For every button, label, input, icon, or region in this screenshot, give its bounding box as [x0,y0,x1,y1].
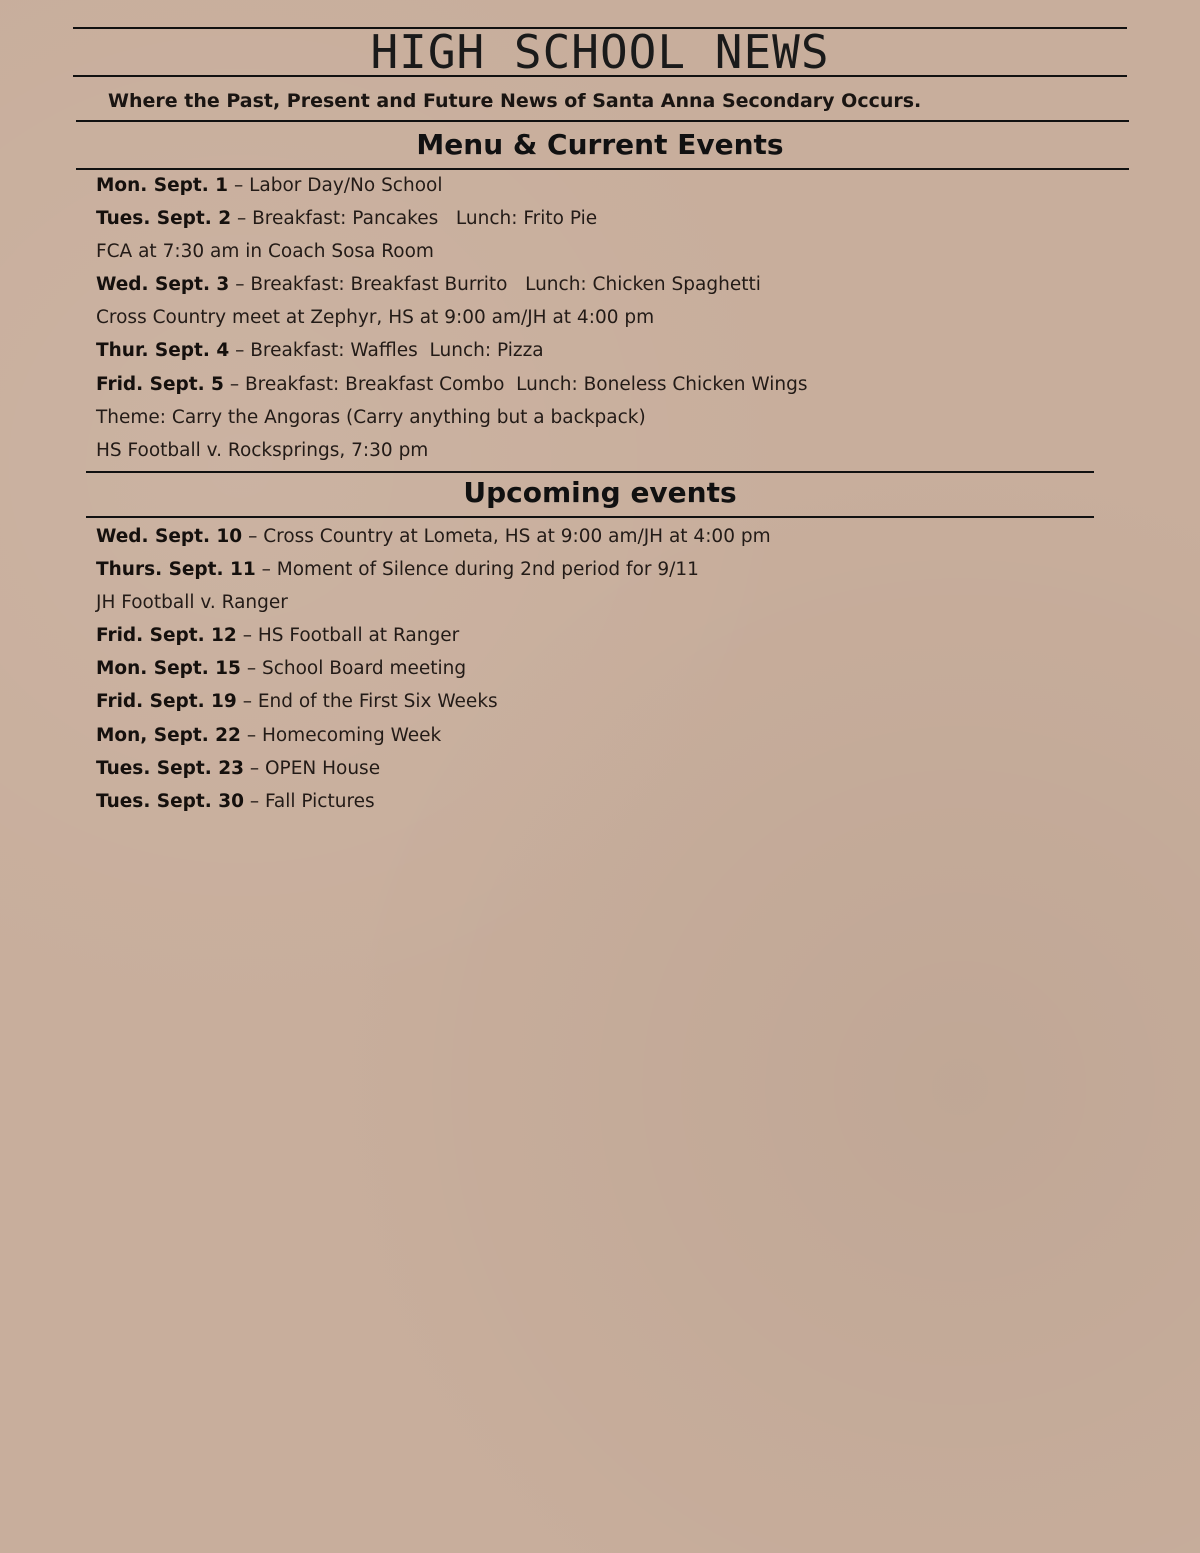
event-date: Tues. Sept. 23 [96,757,244,779]
event-date: Frid. Sept. 19 [96,691,237,713]
event-line [96,368,808,401]
event-text: – Breakfast: Breakfast Burrito Lunch: Chicken Spaghetti [229,274,761,296]
event-text: – Breakfast: Waffles Lunch: Pizza [229,340,544,362]
event-date: Tues. Sept. 30 [96,790,244,812]
event-text: – Cross Country at Lometa, HS at 9:00 am/JH at 4:00 pm [242,526,771,547]
event-text: – Breakfast: Breakfast Combo Lunch: Boneless Chicken Wings [223,373,808,395]
tagline: Where the Past, Present and Future News of Santa Anna Secondary Occurs. [108,90,922,112]
menu-events-list [96,169,808,467]
event-line [96,301,808,334]
upcoming-section-bottom-rule [86,516,1094,518]
event-text: JH Football v. Ranger [96,592,288,614]
event-text: – School Board meeting [240,658,467,680]
event-line [96,520,771,553]
event-line [96,434,808,467]
event-line [96,752,771,785]
event-date: Mon. Sept. 1 [96,175,229,196]
upcoming-section-heading: Upcoming events [463,476,737,509]
menu-section-heading: Menu & Current Events [416,128,784,161]
event-line [96,586,771,619]
event-date: Frid. Sept. 12 [96,625,237,647]
event-text: – End of the First Six Weeks [236,691,498,713]
page-title: HIGH SCHOOL NEWS [370,25,830,79]
event-text: – Labor Day/No School [228,175,443,196]
event-line [96,619,771,652]
event-date: Wed. Sept. 10 [96,526,243,547]
event-text: HS Football v. Rocksprings, 7:30 pm [96,439,429,461]
event-line [96,553,771,586]
event-text: Cross Country meet at Zephyr, HS at 9:00 am/JH at 4:00 pm [96,307,655,329]
event-date: Mon. Sept. 15 [96,658,241,680]
event-line [96,719,771,752]
event-line [96,268,808,301]
event-text: – HS Football at Ranger [236,625,460,647]
event-text: – OPEN House [243,757,381,779]
event-text: – Breakfast: Pancakes Lunch: Frito Pie [231,208,598,230]
tagline-bottom-rule [76,120,1129,122]
upcoming-events-list [96,520,771,818]
event-text: – Homecoming Week [240,724,442,746]
event-date: Mon, Sept. 22 [96,724,241,746]
masthead-bottom-rule [73,75,1127,77]
event-line [96,334,808,367]
event-date: Thurs. Sept. 11 [96,559,256,581]
event-text: FCA at 7:30 am in Coach Sosa Room [96,241,434,263]
event-text: – Moment of Silence during 2nd period for 9/11 [255,559,699,581]
event-text: – Fall Pictures [243,790,375,812]
event-date: Frid. Sept. 5 [96,373,224,395]
event-line [96,652,771,685]
event-date: Thur. Sept. 4 [96,340,230,362]
event-line [96,785,771,818]
event-text: Theme: Carry the Angoras (Carry anything but a backpack) [96,406,646,428]
event-line [96,235,808,268]
event-date: Tues. Sept. 2 [96,208,232,230]
event-line [96,401,808,434]
event-line [96,169,808,202]
event-line [96,685,771,718]
event-line [96,202,808,235]
event-date: Wed. Sept. 3 [96,274,230,296]
